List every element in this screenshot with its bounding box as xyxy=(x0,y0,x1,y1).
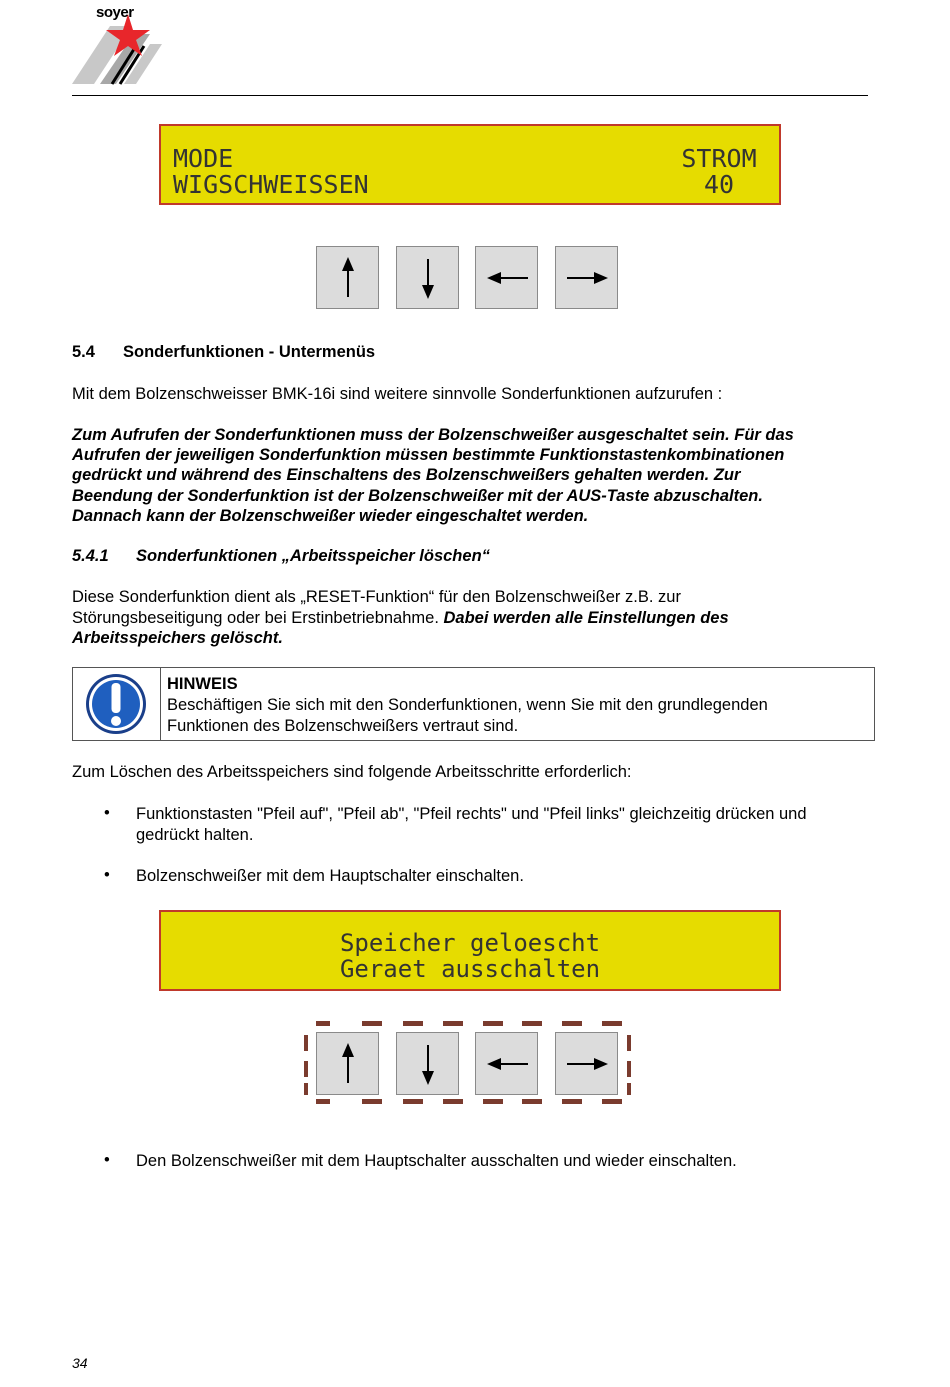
arrow-left-key[interactable] xyxy=(475,246,538,309)
lcd-display-memory-cleared xyxy=(159,910,781,991)
section-intro: Mit dem Bolzenschweisser BMK-16i sind weitere sinnvolle Sonderfunktionen aufzurufen : xyxy=(72,385,723,403)
bullet-1-line-2: gedrückt halten. xyxy=(136,826,254,844)
arrow-up-icon xyxy=(317,247,380,310)
arrow-right-icon xyxy=(556,247,619,310)
arrow-up-key[interactable] xyxy=(316,246,379,309)
arrow-left-key-pressed[interactable] xyxy=(475,1032,538,1095)
hint-line-1: Beschäftigen Sie sich mit den Sonderfunktionen, wenn Sie mit den grundlegenden xyxy=(167,696,768,714)
keypad-row-1 xyxy=(316,246,619,310)
arrow-left-icon xyxy=(476,1033,539,1096)
bullet-marker-3: • xyxy=(104,1151,110,1169)
subsection-line-2-bold: Dabei werden alle Einstellungen des xyxy=(443,609,729,627)
lcd2-line-2: Geraet ausschalten xyxy=(339,955,601,983)
arrow-left-icon xyxy=(476,247,539,310)
bold-line-5: Dannach kann der Bolzenschweißer wieder eingeschaltet werden. xyxy=(72,507,589,525)
arrow-down-icon xyxy=(397,1033,460,1096)
subsection-line-2-normal: Störungsbeseitigung oder bei Erstinbetriebnahme. xyxy=(72,609,444,627)
logo-text: soyer xyxy=(96,4,134,21)
bullet-2-line-1: Bolzenschweißer mit dem Hauptschalter einschalten. xyxy=(136,867,524,885)
bullet-marker-1: • xyxy=(104,804,110,822)
bold-line-1: Zum Aufrufen der Sonderfunktionen muss der Bolzenschweißer ausgeschaltet sein. Für das xyxy=(72,426,794,444)
section-title: Sonderfunktionen - Untermenüs xyxy=(123,343,376,361)
arrow-up-icon xyxy=(317,1033,380,1096)
subsection-line-2 xyxy=(72,608,729,629)
bold-line-4: Beendung der Sonderfunktion ist der Bolzenschweißer mit der AUS-Taste abzuschalten. xyxy=(72,487,763,505)
subsection-line-1: Diese Sonderfunktion dient als „RESET-Funktion“ für den Bolzenschweißer z.B. zur xyxy=(72,588,681,606)
lcd-display-mode xyxy=(159,124,781,205)
hint-box-divider xyxy=(160,667,161,741)
arrow-up-key-pressed[interactable] xyxy=(316,1032,379,1095)
subsection-number: 5.4.1 xyxy=(72,547,109,565)
arrow-down-icon xyxy=(397,247,460,310)
section-number: 5.4 xyxy=(72,343,95,361)
bullet-marker-2: • xyxy=(104,866,110,884)
bullet-1-line-1: Funktionstasten "Pfeil auf", "Pfeil ab", "Pfeil rechts" und "Pfeil links" gleichzeitig drücken und xyxy=(136,805,807,823)
arrow-right-icon xyxy=(556,1033,619,1096)
exclamation-icon xyxy=(85,673,147,735)
arrow-down-key-pressed[interactable] xyxy=(396,1032,459,1095)
subsection-title: Sonderfunktionen „Arbeitsspeicher löschen“ xyxy=(136,547,490,565)
lcd-line2-right: 40 xyxy=(703,170,735,199)
bullet-3-line-1: Den Bolzenschweißer mit dem Hauptschalter ausschalten und wieder einschalten. xyxy=(136,1152,737,1170)
lcd-line2-left: WIGSCHWEISSEN xyxy=(173,170,369,199)
page-number: 34 xyxy=(72,1355,88,1371)
subsection-line-3: Arbeitsspeichers gelöscht. xyxy=(72,629,283,647)
bold-line-2: Aufrufen der jeweiligen Sonderfunktion müssen bestimmte Funktionstastenkombinationen xyxy=(72,446,785,464)
keypad-row-2-highlighted xyxy=(300,1021,635,1105)
arrow-down-key[interactable] xyxy=(396,246,459,309)
hint-title: HINWEIS xyxy=(167,675,238,693)
arrow-right-key-pressed[interactable] xyxy=(555,1032,618,1095)
header-rule xyxy=(72,95,868,96)
bold-line-3: gedrückt und während des Einschaltens des Bolzenschweißers gehalten werden. Zur xyxy=(72,466,741,484)
lcd-line1-left: MODE xyxy=(173,144,234,173)
hint-line-2: Funktionen des Bolzenschweißers vertraut sind. xyxy=(167,717,519,735)
lcd2-line-1: Speicher geloescht xyxy=(339,929,601,957)
arrow-right-key[interactable] xyxy=(555,246,618,309)
steps-intro: Zum Löschen des Arbeitsspeichers sind folgende Arbeitsschritte erforderlich: xyxy=(72,763,632,781)
lcd-line1-right: STROM xyxy=(681,144,757,173)
